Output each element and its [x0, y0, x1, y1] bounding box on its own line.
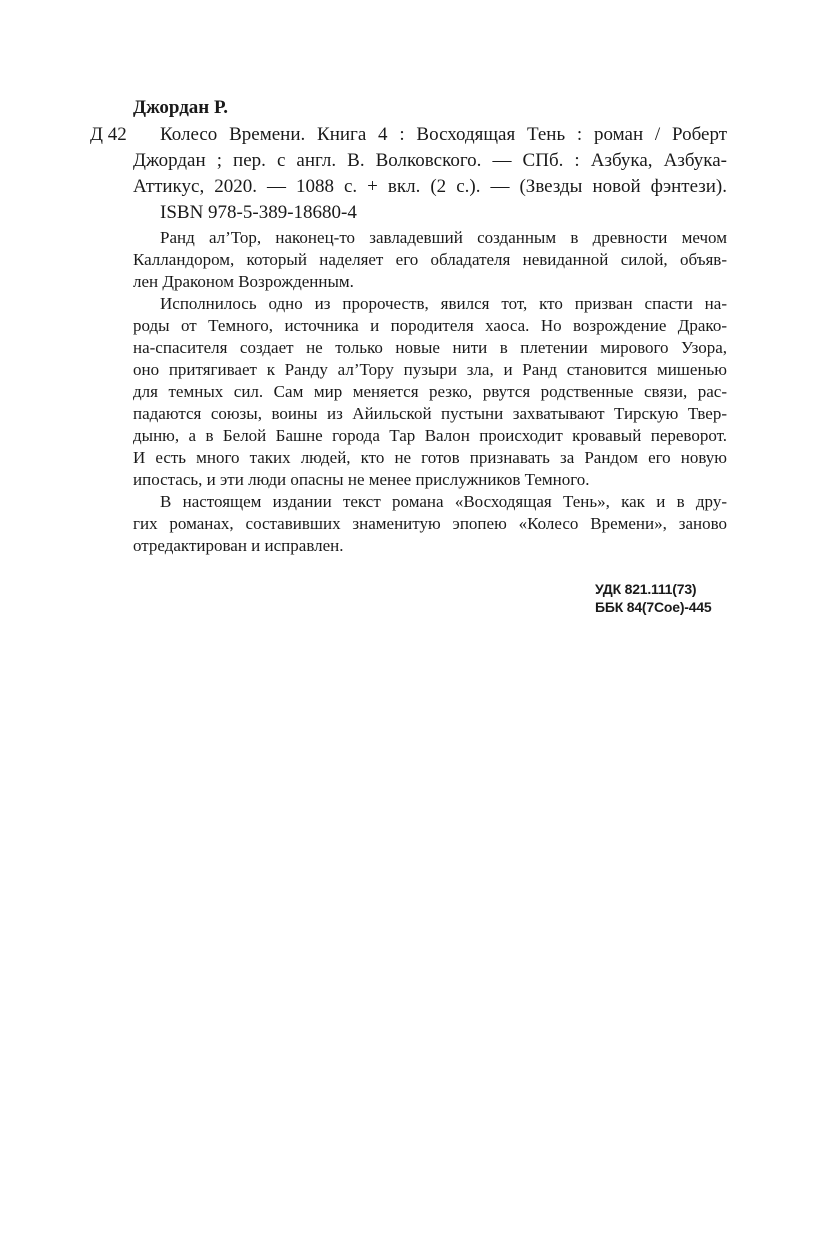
annotation-line: оно притягивает к Ранду ал’Тору пузыри зла, и Ранд становится мишенью [133, 360, 727, 379]
annotation-line: Калландором, который наделяет его обладателя невиданной силой, объяв- [133, 250, 727, 269]
annotation-line: роды от Темного, источника и породителя хаоса. Но возрождение Драко- [133, 316, 727, 335]
bibliographic-line: Колесо Времени. Книга 4 : Восходящая Тень : роман / Роберт [160, 124, 727, 145]
bibliographic-line: Джордан ; пер. с англ. В. Волковского. — СПб. : Азбука, Азбука- [133, 150, 727, 171]
annotation-line: И есть много таких людей, кто не готов признавать за Рандом его новую [133, 448, 727, 467]
annotation-line: гих романах, составивших знаменитую эпопею «Колесо Времени», заново [133, 514, 727, 533]
annotation-line: Ранд ал’Тор, наконец-то завладевший созданным в древности мечом [160, 228, 727, 247]
annotation-line: В настоящем издании текст романа «Восходящая Тень», как и в дру- [160, 492, 727, 511]
isbn-line: ISBN 978-5-389-18680-4 [160, 202, 357, 223]
annotation-line: на-спасителя создает не только новые нити в плетении мирового Узора, [133, 338, 727, 357]
annotation-line: отредактирован и исправлен. [133, 536, 344, 555]
annotation-line: падаются союзы, воины из Айильской пустыни захватывают Тирскую Твер- [133, 404, 727, 423]
annotation-line: лен Драконом Возрожденным. [133, 272, 354, 291]
annotation-line: для темных сил. Сам мир меняется резко, рвутся родственные связи, рас- [133, 382, 727, 401]
annotation-line: дыню, а в Белой Башне города Тар Валон происходит кровавый переворот. [133, 426, 727, 445]
udk-index: УДК 821.111(73) [595, 581, 697, 597]
bbk-index: ББК 84(7Сое)-445 [595, 599, 712, 615]
author-heading: Джордан Р. [133, 97, 228, 118]
annotation-line: ипостась, и эти люди опасны не менее прислужников Темного. [133, 470, 590, 489]
annotation-line: Исполнилось одно из пророчеств, явился тот, кто призван спасти на- [160, 294, 727, 313]
bibliographic-line: Аттикус, 2020. — 1088 с. + вкл. (2 с.). — (Звезды новой фэнтези). [133, 176, 727, 197]
author-sign-code: Д 42 [90, 124, 127, 145]
